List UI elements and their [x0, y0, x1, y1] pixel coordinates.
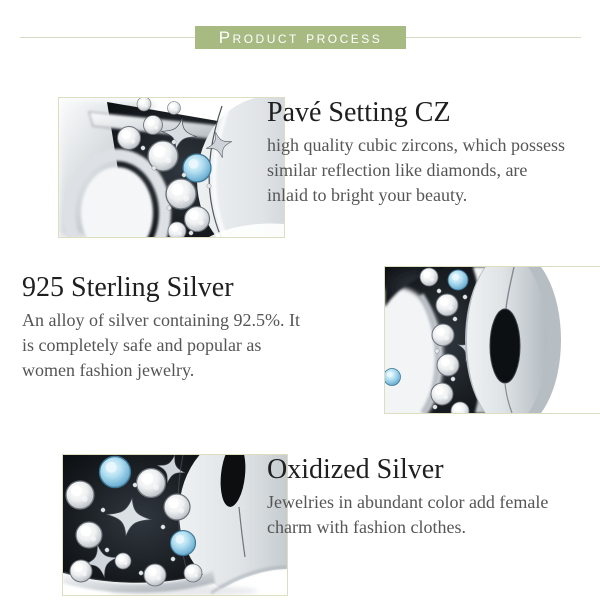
header-title-box — [195, 26, 406, 49]
header-line-right — [406, 37, 581, 38]
section-pave-setting-cz — [267, 97, 568, 208]
sterling-silver-illustration — [385, 267, 600, 413]
section-body: high quality cubic zircons, which possess similar reflection like diamonds, are inlaid to bright your beauty. — [267, 135, 565, 205]
section-oxidized-silver — [267, 454, 568, 540]
product-photo-sterling-silver — [384, 266, 600, 414]
oxidized-silver-illustration — [63, 455, 287, 595]
section-925-sterling-silver — [22, 272, 307, 383]
section-heading: Oxidized Silver — [267, 454, 444, 485]
header-line-left — [20, 37, 195, 38]
section-body: Jewelries in abundant color add female charm with fashion clothes. — [267, 492, 549, 537]
blue-crystal — [100, 457, 131, 488]
product-photo-oxidized-silver — [62, 454, 288, 596]
blue-crystal — [183, 154, 211, 182]
pave-cz-illustration — [59, 98, 284, 237]
product-photo-pave-cz — [58, 97, 285, 238]
section-heading: 925 Sterling Silver — [22, 272, 234, 303]
section-heading: Pavé Setting CZ — [267, 97, 451, 128]
blue-crystal — [448, 270, 468, 290]
page-title: Product process — [218, 28, 383, 47]
section-body: An alloy of silver containing 92.5%. It is completely safe and popular as women fashion jewelry. — [22, 310, 300, 380]
